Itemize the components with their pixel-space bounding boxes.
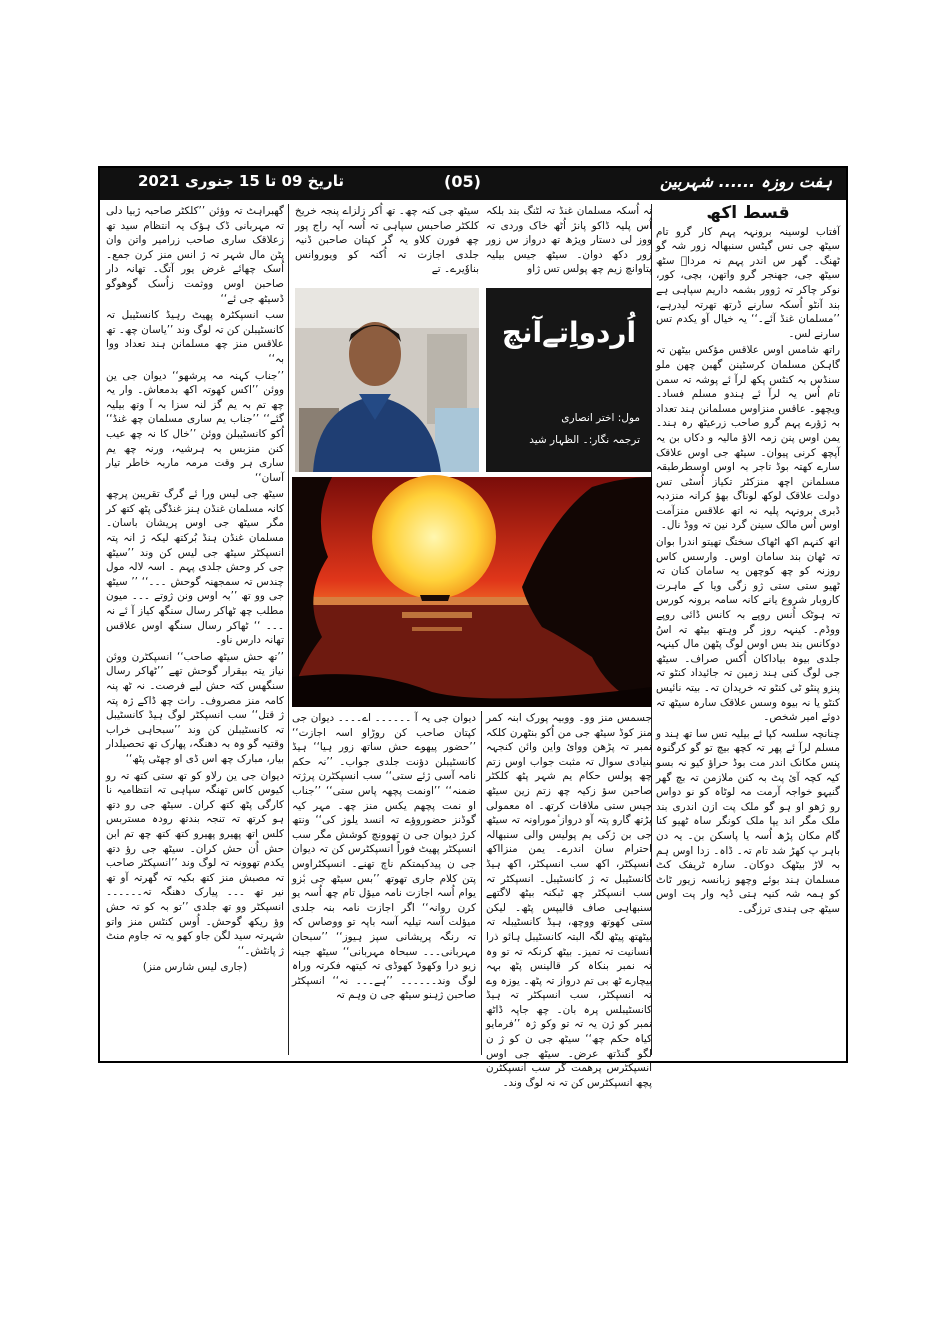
column-divider bbox=[481, 711, 482, 1055]
paragraph: سب انسپکٹرہ پھیٹ رہیڈ کانسٹیبل تہ کانسٹیبلن کن تہ لوگ وند ’’یاسان چھ۔ تھ علاقس منز چھ مسلمانن ہند تعداد ووا بہ‘‘ bbox=[106, 309, 284, 365]
column-4-top bbox=[295, 204, 479, 284]
page-header bbox=[100, 168, 846, 200]
sunset-image bbox=[292, 477, 652, 707]
newspaper-page bbox=[98, 166, 848, 1089]
paragraph: سیٹھ جی کنہ چھ۔ تھ اُکر زلزاے پنجہ خریخ کلکٹر صاحبس سپاہی تہ اُسہ آیہ راج پور چھ فورن کلاو یہ گر کپتان صاحبن ڈنیہ جلدی اجازت تہ اُکنہ کو ویوروانس بناوٗیرے۔ تے bbox=[295, 205, 479, 276]
episode-title: قسط اکھ bbox=[706, 203, 790, 223]
translator-credit: ترجمہ نگار:۔ الظہار شید bbox=[529, 434, 640, 446]
page-number: (05) bbox=[444, 172, 481, 191]
story-title-poster bbox=[486, 288, 652, 472]
paragraph: اتھ کنہم اکھ اٹھاک سختگ تھیتو اندرا بوان تہ ٹھان بند سامان اوس۔ وارسس کاس روزنہ کو چھ کوچھن یہ سامان کنان تہ ٹھیو ستی ستی ژو زگی ویا کے ماہرت کاروبار شروع یانے کانہ سامہ برونہ کورس تہ ہوٹک اُنس روپے بہ کانس ڈائی روپے ووڈم۔ کینہہ روز گر وہتھ بیٹھ تہ اسُ دوکانس بند بس اوس لوگ پٹھن مال کینہہ جلدی بیوہ بیاداکان اُکس صراف۔ سیٹھ جی لوگ کنی ہند زمین تہ جائیداد کنٹو تہ پنزو پنٹو ٹی کنٹو تہ خریدان تہ۔ بیتہ نائیس کنٹو یا نہ بیوہ وسس علاقک سارہ سیٹھ تہ دوئے امیر شخص۔ bbox=[656, 536, 840, 724]
story-title: اُردواِتےآنچ bbox=[501, 316, 637, 349]
sunset-photo bbox=[292, 477, 652, 707]
column-2-top bbox=[486, 204, 652, 284]
author-photo bbox=[295, 288, 479, 472]
paragraph: راتھ شامس اوس علاقس مؤکس بیٹھن تہ گاہکن مسلمان کرسٹینن گھبن چھن ملو سنڈس بہ کنٹس پکھ لرآ ئے پوشہ تہ سمن تام اُس یہ لرآ ئے ہندو مسلم فساد۔ ویچھو۔ عاقس منزاوس مسلمانن ہند تعداد بہ ژؤرے پہم گرو صاحب زرعیٹھ رہ ہند۔ یمن اوس پنن زمہ الاؤ مالیہ و دکاں بن یہ آپچھ کرنی پیوان۔ سیٹھ جی اوس علاقک سارے کھتہ بوڈ تاجر بہ اوس اوسطرطبقہ مسلمانن اچھ منزکٹر تکیاز اُسٹی تس دولت علاقک لوکھ لوناگ بھؤ کرانہ منزدبہ ڈبری برونہہ پلیہ نہ اتھ علاقس منزآمت اوس اُس مالک سینن گرد نین تہ ووڈ نال۔ bbox=[656, 344, 840, 532]
paragraph: چنانچہ سلسہ کپا ئے بیلیہ تس سا تھ ہند و مسلم لرآ ئے پھر تہ کچھ بیچ تو گو کرگنوہ پنس مکانک اندر مت بوڈ حراؤ کیو نہ بسو کیہ کچہ آئ پٹ بہ کنن ملازمن تہ بچ گھر گنیہو خواجہ آرمت مہ لوٹاہ کو نو دواس رو ژھو او ہو گو ملک پت ازن اندری بند ملک مگر اند یپا ملک کونگر ساہ ٹھیو کنا گام مکان پڑھ اُسہ یا پاسکن بن۔ یہ دن باہر پ کھڑ شد تام تہ۔ ڈاہ۔ زدا اوس ہم بہ لاڑ بیٹھک دوکان۔ سارہ ٹریفک کٹ مسلمان ہند بوئے وچھو زبانسہ زیور ٹاٹ کو ہمہ شہ کنیہ ہتی ڈیہ وار پت اوس سیٹھ جی ہندی ترزگی۔ bbox=[656, 727, 840, 915]
paragraph: آفتاب لوسینہ برونہہ پہم کار گرو تام سیٹھ جی نس گیٹس سنبھالہ زور شہ گو ٹھنگ۔ گھر س اندر پہم نہ مرداؔ سٹھ سیٹھ جی، جھنجر گرو واتھن، بچی، کور، نوکر چاکر تہ ژوور بشمہ داریم سپاہی ہے بند آنٹو اُسکہ سارنے ڈرتھ تھرتہ لیدرہے، ’’مسلمان غنڈ آئے۔‘‘ یہ خیال آو یکدم تس سارنے لس۔ bbox=[656, 225, 840, 340]
paragraph: نہ اُسکہ مسلمان غنڈ تہ لٹنگ بند بلکہ اُس پلیہ ڈاکو پانژ اُٹھ خاک وردی تہ ووز لی دستار ویژھ تھ درواز س زور زور دکھ دوان۔ سیٹھ جیس بیلیہ پتاوانچ زیم چھ پولس تس ژاو bbox=[486, 205, 652, 276]
column-1 bbox=[656, 204, 840, 1055]
column-divider bbox=[288, 204, 289, 1055]
paragraph: ’’جناب کہنہ مہ پرشھو‘‘ دیوان جی ین ووئن ’’اکس کھوتہ اکھ بدمعاش۔ وار یہ چھ تم بہ یم گز لنہ سزا بہ آ وتھ بیلیہ گئے‘‘ ’’جناب یم ساری مسلمان چھ غنڈ‘‘ اُکو کانسٹیبلن ووئن ’’خال کا نہ چھ عیب کنن منزبس بہ ہرشیہ، ورنہ چھ یم ساری ہر وقت مرمہ ماربہ خاطر تیار آسان‘‘ bbox=[106, 369, 284, 484]
issue-date: تاریخ 09 تا 15 جنوری 2021 bbox=[138, 172, 344, 190]
continued-note: (جاری لیس شارس منز) bbox=[142, 961, 248, 974]
newspaper-name: ہفت روزہ ...... شہربین bbox=[660, 172, 832, 191]
author-credit: مول: اختر انصاری bbox=[561, 412, 640, 424]
paragraph: گھبراہٹ تہ وؤئن ’’کلکٹر صاحبہ ژبیا دلی تہ مہربانی ڈک ہؤک یہ انتظام سید تھ زعلاقک ساری صاحب زرامیر واتن وان پٹن مال شہر تہ ژ انس منز کرن جمع۔ اُسک چھائے غرض یور آتگ۔ تھانہ دار صاحبن اوس ووثمت زاُسک گوھوگو ڈسیٹھ جی ئے‘‘ bbox=[106, 205, 284, 305]
author-photo-image bbox=[295, 288, 479, 472]
column-2-bottom bbox=[486, 711, 652, 1089]
paragraph: جسمس منز وو۔ ووبیہ پورک ابنہ کمر منز کوڈ سیٹھ جی من اُکو بنٹھرن کلکہ نمبر تہ پڑھن ووائ واین وائن کنجہہ بنیادی سوال تہ مثبت جواب اوس زتم چھ پولس حکام یم شہر پٹھ کلکٹر صاحبن سؤ زکیہ چھ زتم زین سیٹھ جیس ستی ملاقات کرتھ۔ اہ معمولی پڑتھ گارو پتہ آو درواز ٔموراونہ تہ سیٹھ جی بن ژکی یم پولیس والی سنبھالہ احترام سان اندرے۔ یمن منزااکھ انسپکٹر، اکھ سب انسپکٹر، اکھ ہیڈ کانسٹیبل تہ ژ کانسٹیبل۔ انسپکٹر تہ سب انسپکٹر چھ ٹبکنہ بیٹھ لاگتھے سنبھاہی صاف قالیپس پٹھ۔ لیکن ستی کھوتھ ووچھ، ہیڈ کانسٹیبلہ تہ بیٹھتھ پیٹھ لگہ البتہ کانسٹیبل ہائو ذرا انسانیت تہ تمیز۔ بیٹھ کرنکہ تہ تو وہ تہ نمبر بنکاہ کر قالینس پٹھ بہہ بیچارے ٹھ بی تم درواز تہ پٹھ۔ یوزہ وے تہ انسپکٹر، سب انسپکٹر تہ ہیڈ کانسٹیبلس پرہ بان۔ چھ جاپہ ڈاٹھ نمبر کو ژن یہ تہ تو وکو ژہ ’’فرمایو کیاہ حکم چھ‘‘ سیٹھ جی ن کو ژ ن لگو گنڈتھ عرض۔ سیٹھ جی اوس انسپکٹرس پرھمت گر سب انسپکٹرن پچھ انسپکٹرس کن تہ نہ لوگ وند۔ bbox=[486, 712, 652, 1089]
paragraph: سیٹھ جی لیس ورا ئے گرگ تقریبن پرچھ کانہ مسلمان غنڈن ہنز غنڈگی پٹھ کتھ کر مگر سیٹھ جی اوس پریشان باسان۔ مسلمان غنڈن ہنڈ بُرکتھ لیکہ ژ انہ پتہ انسپکٹر سیٹھ جی لیس کن وند ’’سیٹھ جی کر وحش جلدی پہم ۔ اسہ لالہ مول چندس تہ سمجھنہ گوحش ۔۔۔‘‘ ’’ سیٹھ جی وو تھ ’’بہ اوس ونن ژوتے ۔۔۔ میون مطلب چھ ٹھاکر رسال سنگھ کیاز آ ئے نہ ۔۔۔ ‘‘ ٹھاکر رسال سنگھ اوس علاقس تھانہ دارس ناو۔ bbox=[106, 488, 284, 647]
paragraph: دیوان جی یہ آ ۔۔۔۔۔۔ اے۔۔۔۔ دیوان جی کپتان صاحب کن روڑاو اسہ اجازت‘‘ ’’حضور پیھوے حش ساتھ زور ہیا‘‘ ہیڈ کانسٹیبلن دؤنت جلدی جواب۔ ’’نہ حکم نامہ آسی ژئے ستی‘‘ سب انسپکٹرن پرژتہ ضمنہ‘‘ ’’اونمت پچھہ پاس ستی‘‘ ’’جناب او نمت پچھم یکس منز چھ۔ مہر کیہ گوڈنز حضوروؤے تہ انسد یلوز کی‘‘ ونتھ کرژ دیوان جی ن تھوونچ کوشش مگر سب انسپکٹر پھیٹ فوراً انسپکٹرس کن تہ دیوان جی ن پیدکیمتکم ناچ تھنے۔ انسپکٹراوس پتن کلام جاری تھوتھ ’’بس سیٹھ جی بٔزو یوام اُسہ اجازت نامہ میؤل تام چھ اُسہ یو کرن روانہ‘‘ اگر اجازت نامہ بنہ جلدی میؤلت آسہ تیلیہ آسہ باپہ تو ووصاس کہ تہ رنگہ پریشانی سپز ہیوز‘‘ ’’سبحان مہربانی۔۔۔ سبحاہ مہربانی‘‘ سیٹھ جینہ زیو درا وکھوڈ کھوڈی تہ کیتھہ فکرتہ وراہ لوگ وند۔۔۔۔۔۔ ’’ہے۔۔۔ نہ‘‘ انسپکٹر صاحبن ژہنو سیٹھ جی ن وہم تہ bbox=[292, 712, 476, 1002]
paragraph: ’’تھ حش سیٹھ صاحب‘‘ انسپکٹرن ووئن نیاز یتہ بیقرار گوحش تھے ’’ٹھاکر رسال سنگھس کتہ حش لیے فرصت۔ نہ ٹھ پنہ کامہ منز مصروف۔ رات چھ ڈاکے ژہ پتہ ژ قتل‘‘ سب انسپکٹر لوگ ہیڈ کانسٹیبل تہ کانسٹیبلن کن وند ’’سبحاہی خراب وقتیہ گو وہ بہ دھنگہ، پھارک تھ تحصیلدار بیار، مبارک چھ اس ڈی او چھٹی پٹھ‘‘ bbox=[106, 650, 284, 765]
column-3-bottom bbox=[292, 711, 476, 1055]
paragraph: دیوان جی ین رلاو کو تھ ستی کتھ تہ رو کیوس کاس تھنگہ سپاہی تہ انتظامیہ نا کارگی پٹھ کتھ کران۔ سیٹھ جی رو دتھ ہو کرتھ تہ تنجہ بندتھ رودہ مستربس کلس اتھ پھیرو پھیرو کتھ کتھ چھ تم ابن حش اُن حش کران۔ سیٹھ جی رؤ دتھ یکدم تھوونہ تہ لوگ وند ’’انسپکٹر صاحب تہ مصبش منز کتھ بکیہ تہ گھرتہ آو تھ نیر تھ ۔۔۔ پیارک دھنگہ تہ۔۔۔۔۔۔ انسپکٹر وو تھ جلدی ’’تو بہ کو تہ حش وؤ ریکھ گوحش۔ اُوس کنٹس منز واتو شہرتہ سید لگن جاو کھو یہ تہ جاوم منٹ ژ پانٹش۔‘‘ bbox=[106, 769, 284, 957]
column-5 bbox=[106, 204, 284, 1055]
